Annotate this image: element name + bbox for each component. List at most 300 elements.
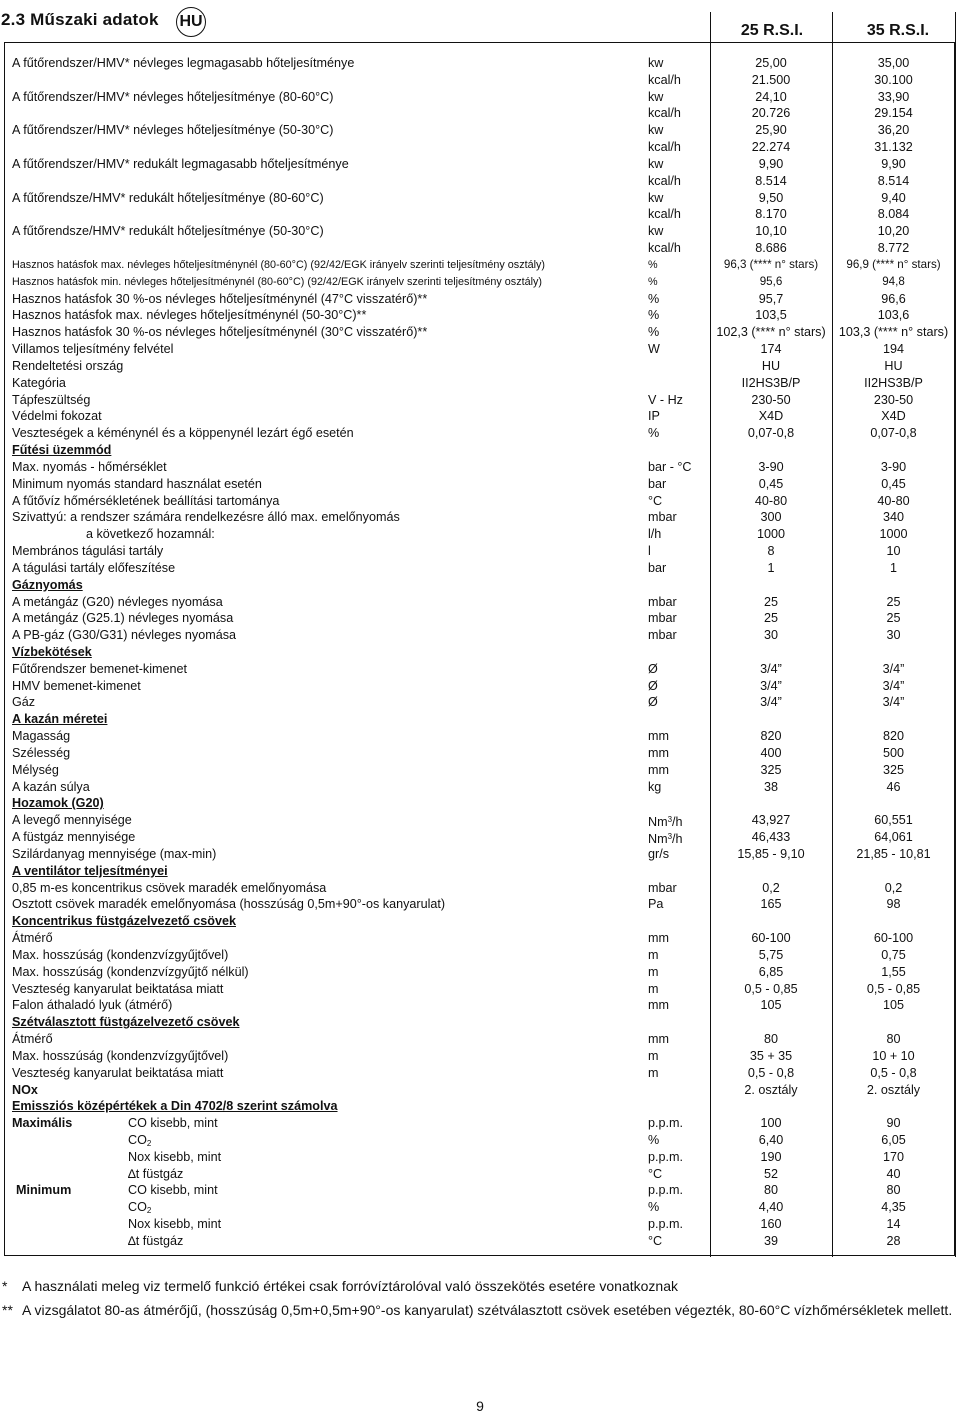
row-sublabel: Nox kisebb, mint: [128, 1149, 222, 1164]
row-unit: bar - °C: [648, 459, 692, 474]
table-row: [4, 190, 955, 207]
value-25rsi: 95,6: [759, 274, 783, 288]
value-35rsi: 0,2: [884, 880, 903, 895]
value-25rsi: 4,40: [758, 1200, 784, 1215]
value-25rsi: 0,45: [758, 476, 784, 491]
row-unit: p.p.m.: [648, 1183, 683, 1198]
table-row: [4, 896, 955, 913]
row-unit: %: [648, 291, 660, 306]
row-label: Koncentrikus füstgázelvezető csövek: [12, 914, 236, 929]
value-35rsi: 10: [886, 544, 901, 559]
table-row: [4, 105, 955, 122]
row-unit: mbar: [648, 510, 677, 525]
table-row: [4, 678, 955, 695]
table-row: [4, 1199, 955, 1216]
table-row: [4, 375, 955, 392]
table-row: [4, 947, 955, 964]
row-unit: mbar: [648, 628, 677, 643]
row-label: A ventilátor teljesítményei: [12, 863, 168, 878]
value-25rsi: 400: [760, 745, 782, 760]
value-25rsi: 3/4”: [760, 695, 782, 710]
table-row: [4, 425, 955, 442]
row-label: Hozamok (G20): [12, 796, 104, 811]
table-row: [4, 1082, 955, 1099]
row-unit: m: [648, 947, 659, 962]
value-25rsi: 2. osztály: [744, 1082, 798, 1097]
country-badge: HU: [176, 7, 206, 37]
table-row: [4, 644, 955, 661]
value-35rsi: 2. osztály: [866, 1082, 921, 1097]
row-unit: kw: [648, 190, 664, 205]
value-35rsi: 9,40: [881, 190, 906, 205]
row-label: Minimum nyomás standard használat esetén: [12, 476, 262, 491]
value-25rsi: 3/4”: [760, 661, 782, 676]
row-label: Max. hosszúság (kondenzvízgyűjtővel): [12, 1048, 229, 1063]
value-35rsi: 30.100: [874, 72, 913, 87]
row-sublabel: CO2: [128, 1200, 152, 1216]
table-row: [4, 55, 955, 72]
value-35rsi: 96,9 (**** n° stars): [846, 257, 941, 271]
value-25rsi: 174: [760, 342, 782, 357]
row-unit: %: [648, 426, 660, 441]
value-25rsi: 95,7: [758, 291, 784, 306]
row-unit: kcal/h: [648, 207, 681, 222]
table-row: [4, 1233, 955, 1250]
value-25rsi: 40-80: [754, 493, 788, 508]
row-unit: l/h: [648, 527, 662, 542]
row-label: A fűtőrendsze/HMV* redukált hőteljesítménye (80-60°C): [12, 190, 324, 205]
row-label: Szilárdanyag mennyisége (max-min): [12, 846, 217, 861]
value-35rsi: 40-80: [877, 493, 910, 508]
table-row: [4, 829, 955, 846]
value-35rsi: 1,55: [881, 964, 906, 979]
value-25rsi: 0,2: [762, 880, 780, 895]
value-25rsi: 43,927: [751, 813, 791, 828]
value-35rsi: 64,061: [874, 830, 913, 845]
value-25rsi: 102,3 (**** n° stars): [716, 325, 826, 340]
row-unit: m: [648, 1048, 659, 1063]
row-unit: %: [648, 1133, 660, 1147]
value-25rsi: HU: [761, 358, 781, 373]
value-25rsi: 25: [763, 594, 778, 609]
value-25rsi: 160: [760, 1217, 782, 1232]
row-unit: kw: [648, 123, 664, 138]
value-25rsi: 8.170: [755, 207, 787, 222]
row-label: A levegő mennyisége: [12, 813, 132, 828]
column-divider: [955, 12, 956, 1257]
value-25rsi: 52: [763, 1166, 778, 1181]
value-25rsi: 1000: [756, 527, 786, 542]
value-25rsi: 103,5: [755, 308, 787, 323]
value-25rsi: 6,40: [758, 1133, 784, 1147]
row-unit: °C: [648, 1233, 663, 1248]
value-25rsi: 46,433: [751, 830, 791, 845]
table-row: [4, 812, 955, 829]
value-35rsi: 0,07-0,8: [870, 426, 917, 441]
value-35rsi: 230-50: [873, 392, 914, 407]
value-25rsi: 3-90: [758, 459, 784, 474]
row-label: Gáznyomás: [12, 577, 83, 592]
row-label: 0,85 m-es koncentrikus csövek maradék emelőnyomása: [12, 880, 327, 895]
table-row: [4, 206, 955, 223]
value-35rsi: 90: [886, 1116, 901, 1131]
value-25rsi: 105: [760, 998, 782, 1013]
value-25rsi: 35 + 35: [749, 1048, 793, 1063]
row-unit: p.p.m.: [648, 1149, 683, 1164]
row-unit: mm: [648, 931, 669, 946]
row-unit: kcal/h: [648, 173, 681, 188]
row-label: A kazán méretei: [12, 712, 108, 727]
row-unit: Nm$^3$/h: [648, 815, 683, 830]
table-row: [4, 122, 955, 139]
value-25rsi: 230-50: [751, 392, 791, 407]
table-row: [4, 1149, 955, 1166]
row-label: a következő hozamnál:: [86, 527, 215, 542]
value-35rsi: 0,5 - 0,85: [866, 981, 921, 996]
row-label: Max. hosszúság (kondenzvízgyűjtővel): [12, 947, 229, 962]
value-35rsi: 8.084: [877, 207, 910, 222]
row-label: Max. hosszúság (kondenzvízgyűjtő nélkül): [12, 964, 249, 979]
value-25rsi: 0,5 - 0,8: [747, 1065, 795, 1080]
table-row: [4, 1166, 955, 1183]
value-35rsi: 35,00: [877, 56, 910, 70]
table-row: [4, 694, 955, 711]
row-unit: mm: [648, 762, 669, 777]
table-row: [4, 1098, 955, 1115]
table-row: [4, 964, 955, 981]
row-label: A metángáz (G20) névleges nyomása: [12, 594, 223, 609]
value-35rsi: 31.132: [874, 140, 913, 155]
value-25rsi: 6,85: [758, 964, 784, 979]
table-row: [4, 257, 955, 274]
value-35rsi: 10,20: [877, 224, 910, 239]
value-25rsi: 820: [760, 729, 782, 744]
row-label: Hasznos hatásfok max. névleges hőteljesítménynél (50-30°C)**: [12, 308, 367, 323]
table-row: [4, 509, 955, 526]
page-title: 2.3 Műszaki adatok: [1, 10, 159, 29]
value-35rsi: 325: [882, 762, 904, 777]
value-35rsi: 25: [886, 611, 901, 626]
table-row: [4, 307, 955, 324]
row-label: A PB-gáz (G30/G31) névleges nyomása: [12, 628, 237, 643]
row-label: A tágulási tartály előfeszítése: [12, 560, 176, 575]
table-row: [4, 863, 955, 880]
table-row: [4, 392, 955, 409]
value-35rsi: 94,8: [882, 274, 905, 288]
value-35rsi: 98: [886, 897, 901, 912]
row-label: A fűtőrendszer/HMV* névleges hőteljesítménye (80-60°C): [12, 89, 334, 104]
value-35rsi: 194: [882, 342, 904, 357]
table-row: [4, 223, 955, 240]
table-row: [4, 661, 955, 678]
row-label: Falon áthaladó lyuk (átmérő): [12, 998, 173, 1013]
page-header: [0, 6, 960, 46]
row-label: Max. nyomás - hőmérséklet: [12, 459, 167, 474]
row-sublabel: CO kisebb, mint: [128, 1183, 218, 1198]
row-label: Vízbekötések: [12, 644, 92, 659]
row-label: Minimum: [16, 1183, 72, 1198]
table-row: [4, 408, 955, 425]
table-row: [4, 459, 955, 476]
row-sublabel: ∆t füstgáz: [128, 1166, 184, 1181]
value-35rsi: 6,05: [881, 1133, 906, 1147]
row-label: HMV bemenet-kimenet: [12, 678, 141, 693]
row-unit: mbar: [648, 611, 677, 626]
table-row: [4, 795, 955, 812]
row-label: Tápfeszültség: [12, 392, 91, 407]
row-unit: Pa: [648, 897, 664, 912]
value-25rsi: 0,07-0,8: [747, 426, 795, 441]
value-35rsi: 3-90: [880, 459, 907, 474]
footnote-text: A használati meleg viz termelő funkció értékei csak forróvíztárolóval való összekötés esetére vonatkoznak: [22, 1278, 678, 1294]
value-25rsi: 39: [763, 1233, 778, 1248]
row-unit: kw: [648, 56, 664, 70]
value-25rsi: 325: [760, 762, 782, 777]
row-unit: W: [648, 342, 660, 357]
row-label: A fűtőrendszer/HMV* redukált legmagasabb hőteljesítménye: [12, 156, 349, 171]
value-25rsi: 21.500: [751, 72, 791, 87]
table-row: [4, 997, 955, 1014]
value-35rsi: 21,85 - 10,81: [856, 846, 931, 861]
row-unit: m: [648, 1065, 659, 1080]
value-35rsi: 80: [886, 1183, 901, 1198]
value-25rsi: 8.514: [755, 173, 787, 188]
row-label: A füstgáz mennyisége: [12, 830, 136, 845]
row-unit: kcal/h: [648, 140, 681, 155]
row-label: Veszteségek a kéménynél és a köppenynél lezárt égő esetén: [12, 426, 354, 441]
value-35rsi: 10 + 10: [872, 1048, 915, 1063]
value-35rsi: 340: [882, 510, 904, 525]
table-row: [4, 981, 955, 998]
table-row: [4, 139, 955, 156]
value-35rsi: 36,20: [877, 123, 910, 138]
row-unit: Ø: [648, 661, 658, 676]
value-25rsi: 25: [763, 611, 778, 626]
value-35rsi: 60-100: [873, 931, 914, 946]
row-label: Gáz: [12, 695, 36, 710]
value-25rsi: 0,5 - 0,85: [744, 981, 798, 996]
row-label: Maximális: [12, 1116, 73, 1131]
table-row: [4, 324, 955, 341]
row-label: Hasznos hatásfok min. névleges hőteljesítménynél (80-60°C) (92/42/EGK irányelv szerinti teljesítmény osztály): [12, 275, 543, 288]
row-label: A kazán súlya: [12, 779, 90, 794]
row-unit: %: [648, 1200, 660, 1215]
table-row: [4, 1216, 955, 1233]
value-25rsi: 190: [760, 1149, 782, 1164]
row-label: A metángáz (G25.1) névleges nyomása: [12, 611, 234, 626]
table-row: [4, 846, 955, 863]
row-unit: mm: [648, 729, 669, 744]
row-sublabel: CO kisebb, mint: [128, 1116, 218, 1131]
row-label: A fűtőrendsze/HMV* redukált hőteljesítménye (50-30°C): [12, 224, 324, 239]
table-row: [4, 442, 955, 459]
row-label: Átmérő: [12, 1032, 53, 1047]
row-label: Veszteség kanyarulat beiktatása miatt: [12, 1065, 224, 1080]
table-row: [4, 1048, 955, 1065]
value-35rsi: 60,551: [874, 813, 913, 828]
value-25rsi: 60-100: [751, 931, 791, 946]
row-label: Védelmi fokozat: [12, 409, 102, 424]
table-row: [4, 526, 955, 543]
value-25rsi: 9,90: [758, 156, 784, 171]
row-unit: p.p.m.: [648, 1217, 683, 1232]
row-label: Hasznos hatásfok 30 %-os névleges hőteljesítménynél (30°C visszatérő)**: [12, 325, 428, 340]
table-row: [4, 358, 955, 375]
row-label: Szétválasztott füstgázelvezető csövek: [12, 1015, 240, 1030]
row-label: A fűtőrendszer/HMV* névleges legmagasabb hőteljesítménye: [12, 56, 355, 70]
row-label: NOx: [12, 1082, 38, 1097]
value-25rsi: X4D: [758, 409, 784, 424]
value-35rsi: 96,6: [881, 291, 906, 306]
table-row: [4, 627, 955, 644]
value-25rsi: 10,10: [755, 224, 787, 239]
table-row: [4, 156, 955, 173]
row-unit: kw: [648, 156, 664, 171]
table-row: [4, 1014, 955, 1031]
value-25rsi: 1: [767, 560, 775, 575]
row-unit: %: [648, 325, 660, 340]
table-row: [4, 89, 955, 106]
value-35rsi: 80: [886, 1032, 901, 1047]
value-35rsi: 0,5 - 0,8: [870, 1065, 917, 1080]
row-unit: p.p.m.: [648, 1116, 683, 1131]
value-35rsi: 33,90: [877, 89, 910, 104]
table-row: [4, 913, 955, 930]
row-unit: m: [648, 981, 659, 996]
value-25rsi: 22.274: [751, 140, 791, 155]
value-25rsi: 3/4”: [760, 678, 782, 693]
row-label: Kategória: [12, 375, 66, 390]
value-25rsi: 8: [767, 544, 775, 559]
value-35rsi: 105: [882, 998, 904, 1013]
table-row: [4, 173, 955, 190]
table-row: [4, 560, 955, 577]
row-label: Osztott csövek maradék emelőnyomása (hosszúság 0,5m+90°-os kanyarulat): [12, 897, 446, 912]
value-35rsi: 103,6: [877, 308, 910, 323]
table-row: [4, 476, 955, 493]
table-row: [4, 779, 955, 796]
table-row: [4, 594, 955, 611]
row-unit: Ø: [648, 678, 658, 693]
value-35rsi: 0,75: [881, 947, 906, 962]
table-row: [4, 1182, 955, 1199]
table-row: [4, 341, 955, 358]
value-35rsi: 3/4”: [882, 695, 905, 710]
row-unit: Nm$^3$/h: [648, 832, 683, 847]
table-row: [4, 762, 955, 779]
row-unit: mm: [648, 1032, 669, 1047]
value-25rsi: 8.686: [755, 241, 787, 256]
row-unit: %: [648, 275, 658, 288]
value-35rsi: 28: [886, 1233, 901, 1248]
row-label: Rendeltetési ország: [12, 358, 124, 373]
row-unit: °C: [648, 1166, 663, 1181]
value-25rsi: 165: [760, 897, 782, 912]
row-label: Hasznos hatásfok 30 %-os névleges hőteljesítménynél (47°C visszatérő)**: [12, 291, 428, 306]
row-label: Fűtési üzemmód: [12, 443, 112, 458]
value-35rsi: 3/4”: [882, 661, 905, 676]
table-row: [4, 274, 955, 291]
table-row: [4, 72, 955, 89]
row-unit: kcal/h: [648, 106, 681, 121]
row-label: A fűtővíz hőmérsékletének beállítási tartománya: [12, 493, 280, 508]
value-35rsi: X4D: [881, 409, 906, 424]
row-unit: kw: [648, 89, 664, 104]
value-35rsi: 30: [886, 628, 901, 643]
row-unit: kcal/h: [648, 241, 681, 256]
column-header-25rsi: 25 R.S.I.: [740, 22, 804, 39]
row-unit: °C: [648, 493, 663, 508]
row-unit: mm: [648, 745, 669, 760]
row-unit: m: [648, 964, 659, 979]
value-35rsi: 1000: [879, 527, 908, 542]
value-35rsi: 4,35: [881, 1200, 906, 1215]
value-25rsi: 20.726: [751, 106, 791, 121]
table-row: [4, 577, 955, 594]
value-25rsi: 25,90: [755, 123, 787, 138]
row-sublabel: ∆t füstgáz: [128, 1233, 184, 1248]
table-row: [4, 543, 955, 560]
value-35rsi: 0,45: [881, 476, 906, 491]
row-unit: %: [648, 308, 660, 323]
row-label: Szivattyú: a rendszer számára rendelkezésre álló max. emelőnyomás: [12, 510, 400, 525]
row-label: Villamos teljesítmény felvétel: [12, 342, 174, 357]
value-25rsi: 80: [763, 1032, 778, 1047]
column-header-35rsi: 35 R.S.I.: [866, 22, 930, 39]
row-label: Membrános tágulási tartály: [12, 544, 164, 559]
row-unit: gr/s: [648, 846, 669, 861]
row-label: Magasság: [12, 729, 71, 744]
value-25rsi: 38: [763, 779, 778, 794]
value-35rsi: II2HS3B/P: [864, 375, 923, 390]
value-35rsi: 14: [886, 1217, 901, 1232]
row-label: Átmérő: [12, 931, 53, 946]
table-row: [4, 728, 955, 745]
value-35rsi: 40: [886, 1166, 901, 1181]
row-sublabel: CO2: [128, 1133, 152, 1148]
value-25rsi: 24,10: [755, 89, 787, 104]
value-35rsi: 1: [889, 560, 897, 575]
table-row: [4, 1031, 955, 1048]
spec-table: [4, 55, 955, 1250]
table-row: [4, 610, 955, 627]
row-unit: Ø: [648, 695, 658, 710]
row-unit: %: [648, 258, 658, 271]
value-35rsi: 103,3 (**** n° stars): [838, 325, 949, 340]
row-label: Szélesség: [12, 745, 71, 760]
value-25rsi: 9,50: [758, 190, 784, 205]
row-unit: l: [648, 544, 651, 559]
row-sublabel: Nox kisebb, mint: [128, 1217, 222, 1232]
footnote-mark: **: [2, 1302, 13, 1318]
table-row: [4, 1115, 955, 1132]
value-35rsi: 25: [886, 594, 901, 609]
value-35rsi: 3/4”: [882, 678, 905, 693]
value-35rsi: 820: [882, 729, 904, 744]
row-label: Veszteség kanyarulat beiktatása miatt: [12, 981, 224, 996]
row-unit: mbar: [648, 880, 677, 895]
value-35rsi: 8.514: [877, 173, 910, 188]
table-row: [4, 711, 955, 728]
value-25rsi: 5,75: [758, 947, 784, 962]
row-unit: kcal/h: [648, 72, 681, 87]
row-label: Emissziós középértékek a Din 4702/8 szerint számolva: [12, 1099, 338, 1114]
value-35rsi: 8.772: [877, 241, 910, 256]
table-row: [4, 291, 955, 308]
table-row: [4, 1132, 955, 1149]
footnote-text: A vizsgálatot 80-as átmérőjű, (hosszúság 0,5m+0,5m+90°-os kanyarulat) szétválasztott csövek esetében végezték, 80-60°C vízhőmérsékletek mellett.: [22, 1302, 953, 1318]
row-unit: V - Hz: [648, 392, 683, 407]
